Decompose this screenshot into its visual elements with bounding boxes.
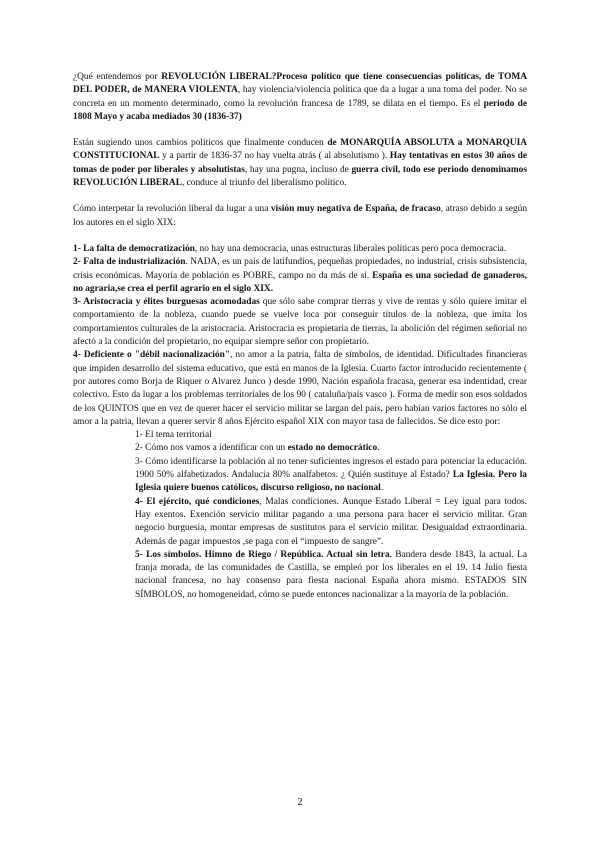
document-body [73,71,527,602]
list-item-industrialization: 2- Falta de industrialización. NADA, es un país de latifundios, pequeñas propiedades, no industrial, crisis subsistencia, crisis económicas. Mayoría de población es POBRE, campo no da más de si. España es una sociedad de ganaderos, no agraria,se crea el perfil agrario en el siglo XIX. [73,257,527,294]
list-item-aristocracy: 3- Aristocracia y élites burguesas acomodadas que sólo sabe comprar tierras y vive de rentas y sólo quiere imitar el comportamiento de la nobleza, cuando puede se vuelve loca por conseguir títulos de la nobleza, que imita los comportamientos culturales de la aristocracia. Aristocracia es propietaria de tierras, la abolición del régimen señorial no afectó a la condición del propietario, no equipar siempre señor con propietario. [73,297,527,348]
sublist-item-territorial: 1- El tema territorial [135,430,212,441]
list-item-democratization: 1- La falta de democratización, no hay una democracia, unas estructuras liberales políticas pero poca democracia. [73,243,507,254]
sublist-item-symbols: 5- Los símbolos. Himno de Riego / República. Actual sin letra. Bandera desde 1843, la actual. La franja morada, de las comunidades de Castilla, se empleó por los liberales en el 19. 14 Julio fiesta nacional francesa, no hay consenso para fiesta nacional España ahora mismo. ESTADOS SIN SÍMBOLOS, no homogeneidad, cómo se puede entonces nacionalizar a la mayoría de la población. [135,549,527,600]
sublist-item-army: 4- El ejército, qué condiciones, Malas condiciones. Aunque Estado Liberal = Ley igual para todos. Hay exentos. Exención servicio militar pagando a una persona para hacer el servicio militar. Gran negocio burguesía, montar empresas de sustitutos para el servicio militar. Desigualdad extraordinaria. Además de pagar impuestos ,se paga con el “impuesto de sangre”. [135,496,528,547]
sublist-item-education: 3- Cómo identificarse la población al no tener suficientes ingresos el estado para potenciar la educación. 1900 50% alfabetizados. Andalucía 80% analfabetos. ¿ Quién sustituye al Estado? La Iglesia. Pero la Iglesia quiere buenos católicos, discurso religioso, no nacional. [135,456,527,494]
list-item-nationalization: 4- Deficiente o "débil nacionalización", no amor a la patria, falta de símbolos, de identidad. Dificultades financieras que impiden desarrollo del sistema educativo, que está en manos de la Iglesia. Cuarto factor introducido recientemente ( por autores como Borja de Riquer o Alvarez Junco ) desde 1990, Nación española fracasa, generar esa indentidad, crear colectivo. Esto da lugar a los problemas territoriales de los 90 ( cataluña/país vasco ). Forma de medir son esos soldados de los QUINTOS que en vez de querer hacer el servicio militar se largan del país, pero habían varios factores no sólo el amor a la patria, llevan a querer servir 8 años Ejército español XIX con mayor tasa de fallecidos. Se dice esto por: [73,350,527,427]
paragraph-changes: Están sugiendo unos cambios políticos que finalmente conducen de MONARQUÍA ABSOLUTA a MONARQUIA CONSTITUCIONAL y a partir de 1836-37 no hay vuelta atrás ( al absolutismo ). Hay tentativas en estos 30 años de tomas de poder por liberales y absolutistas, hay una pugna, incluso de guerra civil, todo ese periodo denominamos REVOLUCIÓN LIBERAL, conduce al triunfo del liberalismo político. [73,138,527,189]
paragraph-intro: ¿Qué entendemos por REVOLUCIÓN LIBERAL?Proceso político que tiene consecuencias políticas, de TOMA DEL PODER, de MANERA VIOLENTA, hay violencia/violencia política que da a lugar a una toma del poder. No se concreta en un momento determinado, como la revolución francesa de 1789, se dilata en el tiempo. Es el periodo de 1808 Mayo y acaba mediados 30 (1836-37) [73,72,527,122]
page-number: 2 [297,797,303,808]
paragraph-interpretation: Cómo interpetar la revolución liberal da lugar a una visión muy negativa de España, de fracaso, atraso debido a según los autores en el siglo XIX: [73,204,528,228]
sublist-item-state: 2- Cómo nos vamos a identificar con un estado no democrático. [135,443,380,454]
